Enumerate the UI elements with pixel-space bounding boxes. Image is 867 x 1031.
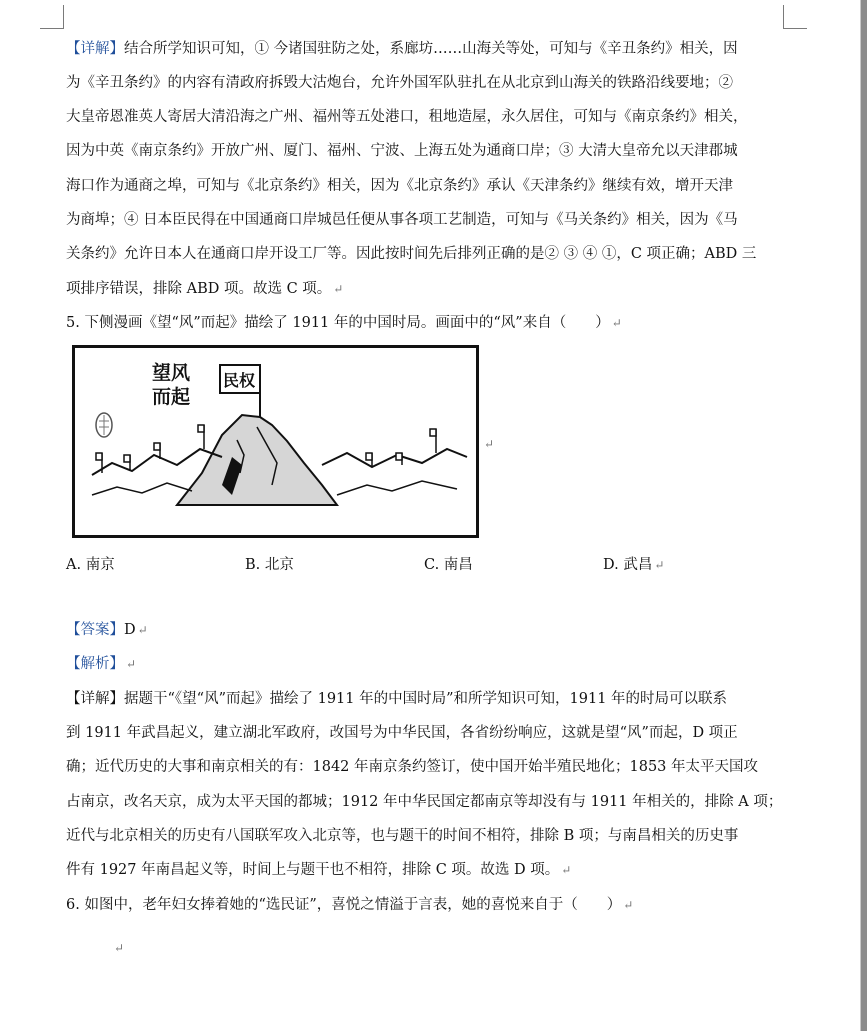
answer-label: 【答案】	[66, 622, 124, 638]
cartoon-flag-text: 民权	[223, 371, 256, 390]
crop-mark-top-left-v	[63, 5, 64, 29]
cartoon-image	[72, 345, 479, 538]
window-edge-shadow	[860, 0, 861, 1031]
detail1-line-6: 为商埠；④ 日本臣民得在中国通商口岸城邑任便从事各项工艺制造，可知与《马关条约》相关，因为《马	[66, 212, 738, 228]
detail2-line-4: 占南京，改名天京，成为太平天国的都城；1912 年中华民国定都南京等却没有与 1911 年相关的，排除 A 项；	[66, 794, 783, 810]
question-5-stem: 5. 下侧漫画《望“风”而起》描绘了 1911 年的中国时局。画面中的“风”来自（ ） ↵	[66, 315, 622, 331]
detail2-line-5: 近代与北京相关的历史有八国联军攻入北京等，也与题干的时间不相符，排除 B 项；与南昌相关的历史事	[66, 828, 739, 844]
detail2-line-3: 确；近代历史的大事和南京相关的有：1842 年南京条约签订，使中国开始半殖民地化；1853 年太平天国攻	[66, 759, 759, 775]
empty-paragraph	[112, 938, 132, 958]
cartoon-title-line-1: 望风	[152, 362, 191, 384]
detail2-line-2: 到 1911 年武昌起义，建立湖北军政府，改国号为中华民国，各省纷纷响应，这就是望“风”而起，D 项正	[66, 725, 738, 741]
paragraph-mark: ↵	[611, 316, 622, 330]
detail1-line-5: 海口作为通商之埠，可知与《北京条约》相关，因为《北京条约》承认《天津条约》继续有效，增开天津	[66, 178, 733, 194]
detail1-line-7: 关条约》允许日本人在通商口岸开设工厂等。因此按时间先后排列正确的是② ③ ④ ①，C 项正确；ABD 三	[66, 246, 757, 262]
cartoon-title-line-2: 而起	[152, 386, 191, 408]
detail1-line-2: 为《辛丑条约》的内容有清政府拆毁大沽炮台，允许外国军队驻扎在从北京到山海关的铁路沿线要地；②	[66, 75, 733, 91]
question-6-stem: 6. 如图中，老年妇女捧着她的“选民证”，喜悦之情溢于言表，她的喜悦来自于（ ） ↵	[66, 897, 634, 913]
crop-mark-top-right-v	[783, 5, 784, 29]
option-a: A. 南京	[66, 557, 115, 573]
paragraph-mark: ↵	[561, 863, 572, 877]
detail1-line-3: 大皇帝恩准英人寄居大清沿海之广州、福州等五处港口，租地造屋，永久居住，可知与《南京条约》相关，	[66, 109, 748, 125]
crop-mark-top-left-h	[40, 28, 64, 29]
window-edge	[861, 0, 867, 1031]
detail1-line-8: 项排序错误，排除 ABD 项。故选 C 项。 ↵	[66, 281, 344, 297]
cartoon-figure	[72, 345, 479, 538]
analysis-label: 【解析】	[66, 656, 124, 672]
analysis-line	[66, 654, 206, 674]
detail1-line-4: 因为中英《南京条约》开放广州、厦门、福州、宁波、上海五处为通商口岸；③ 大清大皇帝允以天津郡城	[66, 143, 738, 159]
paragraph-mark: ↵	[137, 623, 148, 637]
crop-mark-top-right-h	[783, 28, 807, 29]
detail-label: 【详解】	[66, 41, 124, 57]
paragraph-mark: ↵	[484, 437, 495, 451]
detail1-line-1: 【详解】结合所学知识可知，① 今诸国驻防之处，系廊坊……山海关等处，可知与《辛丑条约》相关，因	[66, 41, 738, 57]
answer-line	[66, 620, 206, 640]
option-d: D. 武昌 ↵	[603, 557, 665, 573]
paragraph-mark: ↵	[623, 898, 634, 912]
option-b: B. 北京	[245, 557, 294, 573]
option-c: C. 南昌	[424, 557, 473, 573]
detail2-line-1: 【详解】据题干“《望“风”而起》描绘了 1911 年的中国时局”和所学知识可知，1911 年的时局可以联系	[66, 691, 728, 707]
paragraph-mark: ↵	[126, 657, 137, 671]
paragraph-mark: ↵	[333, 282, 344, 296]
detail2-line-6: 件有 1927 年南昌起义等，时间上与题干也不相符，排除 C 项。故选 D 项。 ↵	[66, 862, 572, 878]
paragraph-mark: ↵	[654, 558, 665, 572]
paragraph-mark: ↵	[114, 941, 125, 955]
answer-value: D	[124, 622, 136, 638]
